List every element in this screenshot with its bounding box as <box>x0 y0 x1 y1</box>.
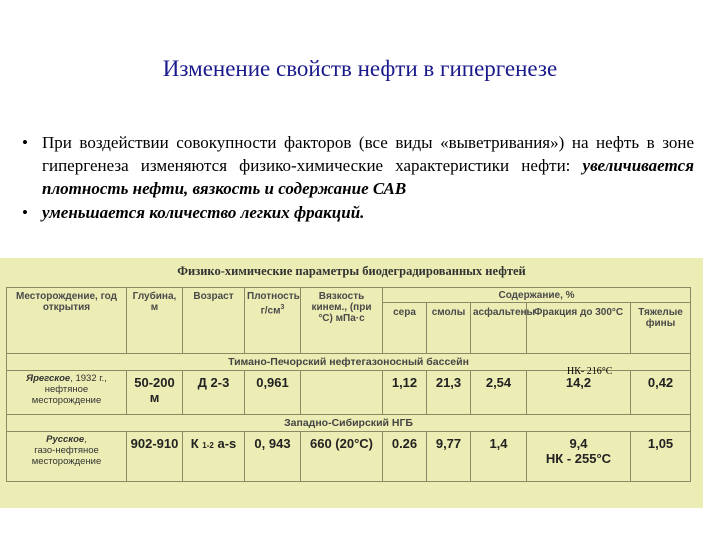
row-asphaltenes: 1,4 <box>471 432 527 482</box>
header-depth: Глубина, м <box>127 288 183 354</box>
row-field-kind: газо-нефтяное месторождение <box>31 445 102 467</box>
slide-title: Изменение свойств нефти в гипергенезе <box>162 56 558 81</box>
row-asphaltenes: 2,54 <box>471 371 527 415</box>
bullet-dot-icon: • <box>22 133 28 152</box>
row-fraction-note: НК - 255°С <box>545 451 612 466</box>
row-field-kind: нефтяное месторождение <box>31 384 102 406</box>
row-field-name <box>7 371 127 415</box>
header-age: Возраст <box>183 288 245 354</box>
header-content: Содержание, % <box>383 288 691 303</box>
row-density: 0,961 <box>245 371 301 415</box>
region-row <box>7 415 691 432</box>
row-age-sub: 1-2 <box>202 441 214 450</box>
bullet-dot-icon: • <box>22 203 28 222</box>
row-heavy: 1,05 <box>631 432 691 482</box>
row-field-year: , <box>84 434 87 445</box>
bullet-item-2 <box>22 201 694 224</box>
row-depth: 902-910 <box>127 432 183 482</box>
row-age <box>183 432 245 482</box>
header-sulfur: сера <box>383 302 427 353</box>
fraction-note: НК- 216°С <box>567 366 613 377</box>
row-field-name <box>7 432 127 482</box>
header-resins: смолы <box>427 302 471 353</box>
bullet-item-1 <box>22 131 694 200</box>
header-density <box>245 288 301 354</box>
row-sulfur: 0.26 <box>383 432 427 482</box>
header-density-sup: 3 <box>280 304 285 311</box>
table-row <box>7 371 691 415</box>
table-caption: Физико-химические параметры биодеградированных нефтей <box>177 264 526 278</box>
header-asphaltenes: асфальтены <box>471 302 527 353</box>
row-fraction-value: 9,4 <box>569 436 588 451</box>
bullet-2-text: уменьшается количество легких фракций. <box>42 203 365 222</box>
row-resins: 21,3 <box>427 371 471 415</box>
row-fraction: 14,2 <box>527 371 631 415</box>
row-viscosity <box>301 371 383 415</box>
table-row <box>7 432 691 482</box>
region-label-1: Тимано-Печорский нефтегазоносный бассейн <box>7 354 691 371</box>
row-viscosity: 660 (20°С) <box>301 432 383 482</box>
bullet-1-emphasis: увеличивается плотность нефти, вязкость и содержание САВ <box>42 156 694 198</box>
data-table <box>6 287 691 482</box>
row-resins: 9,77 <box>427 432 471 482</box>
row-age: Д 2-3 <box>183 371 245 415</box>
row-density: 0, 943 <box>245 432 301 482</box>
bullet-1-text: При воздействии совокупности факторов (все виды «выветривания») на нефть в зоне гипергенеза изменяются физико-химические характеристики нефти: <box>42 133 694 175</box>
row-fraction <box>527 432 631 482</box>
header-density-text: Плотность г/см <box>247 291 300 317</box>
row-sulfur: 1,12 <box>383 371 427 415</box>
row-field-year: , 1932 г., <box>70 373 107 384</box>
header-fraction: Фракция до 300°С <box>527 302 631 353</box>
row-heavy: 0,42 <box>631 371 691 415</box>
table-header-row <box>7 288 691 303</box>
table-image <box>0 258 703 508</box>
bullet-list <box>22 131 694 224</box>
header-viscosity: Вязкость кинем., (при °С) мПа·с <box>301 288 383 354</box>
row-age-as: a-s <box>217 436 237 451</box>
row-field-title: Ярегское <box>26 373 71 384</box>
row-field-title: Русское <box>46 434 85 445</box>
region-label-2: Западно-Сибирский НГБ <box>7 415 691 432</box>
row-depth: 50-200 м <box>127 371 183 415</box>
header-heavy: Тяжелые фины <box>631 302 691 353</box>
header-field: Месторождение, год открытия <box>7 288 127 354</box>
row-age-k: К <box>190 436 199 451</box>
